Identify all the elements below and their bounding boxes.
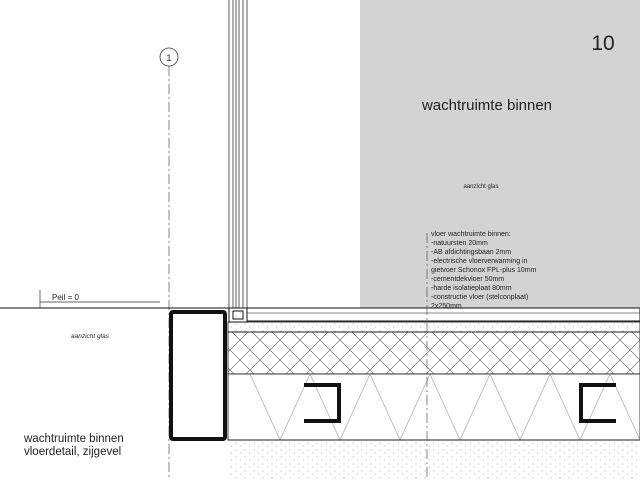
floor-spec-line: gietvoer Schonox FPL-plus 10mm [431, 267, 537, 274]
room-label: wachtruimte binnen [421, 97, 553, 114]
axis-marker-label: 1 [166, 53, 172, 63]
floor-spec-line: -electrische vloerverwarming in [431, 258, 528, 265]
floor-spec-line: -cementdekvloer 50mm [431, 276, 505, 283]
glass-profile [229, 308, 247, 322]
sheet-number: 10 [591, 32, 615, 55]
floor-spec-line: -AB afdichtingsbaan 2mm [431, 249, 512, 256]
foundation-beam [171, 312, 225, 439]
level-label: Peil = 0 [52, 293, 79, 302]
floor-spec-heading: vloer wachtruimte binnen: [431, 231, 511, 238]
floor-layers [228, 308, 640, 480]
drawing-title-line2: vloerdetail, zijgevel [24, 446, 122, 458]
floor-spec-line: 2x250mm [431, 303, 462, 310]
glass-note-upper: aanzicht glas [463, 184, 499, 190]
floor-spec-line: -constructie vloer (stelconplaat) [431, 294, 529, 301]
floor-spec-line: -natuursten 20mm [431, 240, 488, 247]
glass-note-lower: aanzicht glas [71, 333, 109, 340]
floor-spec-line: -harde isolatieplaat 80mm [431, 285, 512, 292]
glass-mullion [229, 0, 247, 308]
drawing-title-line1: wachtruimte binnen [24, 433, 124, 445]
